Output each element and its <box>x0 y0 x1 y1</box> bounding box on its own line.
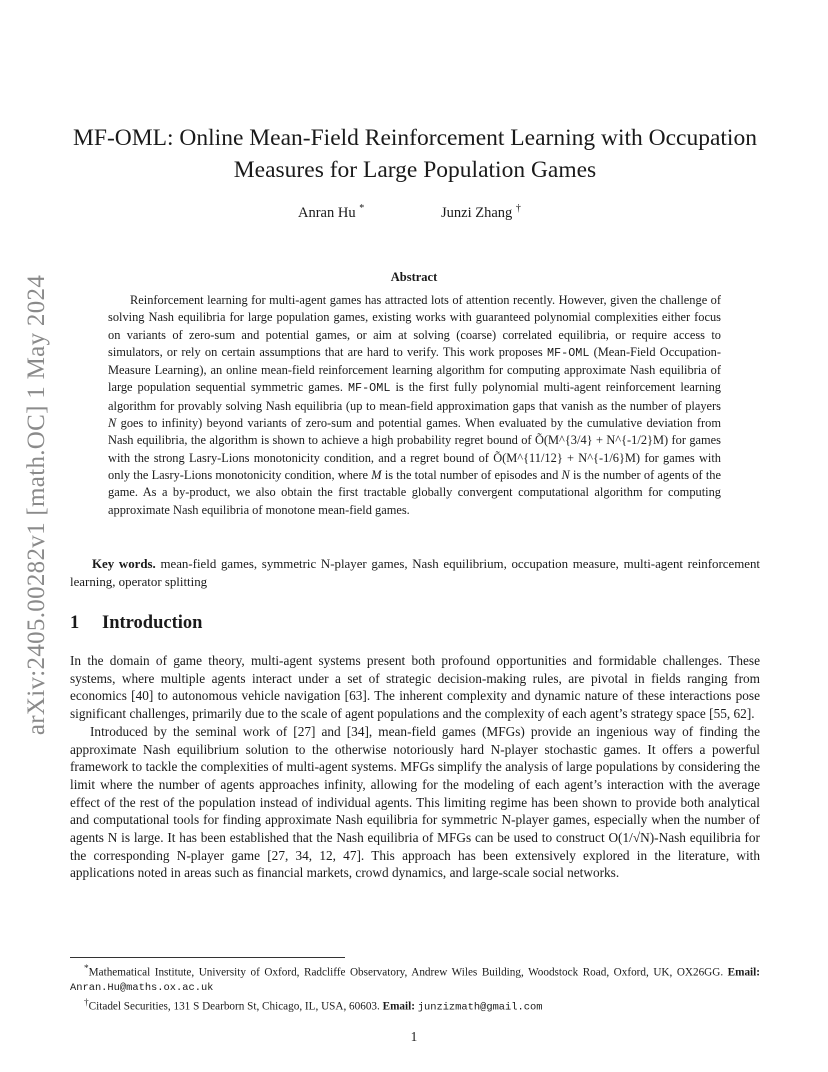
page-number: 1 <box>410 1029 418 1044</box>
keywords-text: mean-field games, symmetric N-player games, Nash equilibrium, occupation measure, multi-agent reinforcement learning, operator splitting <box>70 557 760 589</box>
footnotes <box>70 962 760 1015</box>
footnote-1: *Mathematical Institute, University of Oxford, Radcliffe Observatory, Andrew Wiles Building, Woodstock Road, Oxford, UK, OX26GG. Email: Anran.Hu@maths.ox.ac.uk <box>70 964 760 995</box>
abstract-body: Reinforcement learning for multi-agent games has attracted lots of attention recently. However, given the challenge of solving Nash equilibria for large population games, existing works with guaranteed polynomial complexities either focus on variants of zero-sum and potential games, or aim at solving (coarse) correlated equilibria, or require access to simulators, or rely on certain assumptions that are hard to verify. This work proposes MF-OML (Mean-Field Occupation-Measure Learning), an online mean-field reinforcement learning algorithm for computing approximate Nash equilibria of large population sequential symmetric games. MF-OML is the first fully polynomial multi-agent reinforcement learning algorithm for provably solving Nash equilibria (up to mean-field approximation gaps that vanish as the number of players N goes to infinity) beyond variants of zero-sum and potential games. When evaluated by the cumulative deviation from Nash equilibria, the algorithm is shown to achieve a high probability regret bound of Õ(M^{3/4} + N^{-1/2}M) for games with the strong Lasry-Lions monotonicity condition, and a regret bound of Õ(M^{11/12} + N^{-1/6}M) for games with only the Lasry-Lions monotonicity condition, where M is the total number of episodes and N is the number of agents of the game. As a by-product, we also obtain the first tractable globally convergent computational algorithm for computing approximate Nash equilibria of monotone mean-field games. <box>108 293 721 517</box>
paragraph-2: Introduced by the seminal work of [27] and [34], mean-field games (MFGs) provide an ingenious way of finding the approximate Nash equilibrium solution to the otherwise notoriously hard N-player stochastic games. It offers a powerful framework to tackle the complexities of multi-agent systems. MFGs simplify the analysis of large populations by considering the limit where the number of agents approaches infinity, allowing for the modeling of each agent’s interaction with the average effect of the rest of the population instead of individual agents. This limiting regime has been shown to provide both analytical and computational tools for finding approximate Nash equilibria for symmetric N-player games, especially when the number of agents N is large. It has been established that the Nash equilibria of MFGs can be used to construct O(1/√N)-Nash equilibria for the corresponding N-player game [27, 34, 12, 47]. This approach has been extensively explored in the literature, with applications noted in areas such as financial markets, crowd dynamics, and large-scale social networks. <box>70 723 760 881</box>
section-title: Introduction <box>102 613 203 633</box>
arxiv-sidebar <box>20 240 54 770</box>
paper-title: MF-OML: Online Mean-Field Reinforcement Learning with Occupation Measures for Large Population Games <box>73 125 757 183</box>
regret-bound-weak: Õ(M^{11/12} + N^{-1/6}M) <box>493 450 641 465</box>
email-link[interactable]: junzizmath@gmail.com <box>417 1001 543 1014</box>
abstract-heading: Abstract <box>390 270 438 284</box>
algorithm-name: MF-OML <box>546 345 590 360</box>
footnote-2: †Citadel Securities, 131 S Dearborn St, Chicago, IL, USA, 60603. Email: junzizmath@gmail.com <box>84 997 543 1014</box>
section-body <box>70 652 760 882</box>
keywords-label: Key words. <box>92 557 156 571</box>
footnote-rule <box>70 957 345 958</box>
algorithm-name: MF-OML <box>347 381 391 396</box>
regret-bound-strong: Õ(M^{3/4} + N^{-1/2}M) <box>534 433 669 448</box>
author-2: Junzi Zhang † <box>441 203 521 221</box>
author-1: Anran Hu * <box>298 203 365 221</box>
email-link[interactable]: Anran.Hu@maths.ox.ac.uk <box>70 982 214 995</box>
arxiv-identifier: arXiv:2405.00282v1 [math.OC] 1 May 2024 <box>23 274 51 736</box>
section-number: 1 <box>70 613 80 633</box>
paragraph-1: In the domain of game theory, multi-agent systems present both profound opportunities and formidable challenges. These systems, where multiple agents interact under a set of strategic decision-making rules, are pivotal in fields ranging from economics [40] to autonomous vehicle navigation [63]. The inherent complexity and dynamic nature of these interactions pose significant challenges, primarily due to the scale of agent populations and the complexity of each agent’s strategy space [55, 62]. <box>70 653 760 722</box>
section-heading <box>70 613 202 634</box>
keywords <box>70 555 760 591</box>
